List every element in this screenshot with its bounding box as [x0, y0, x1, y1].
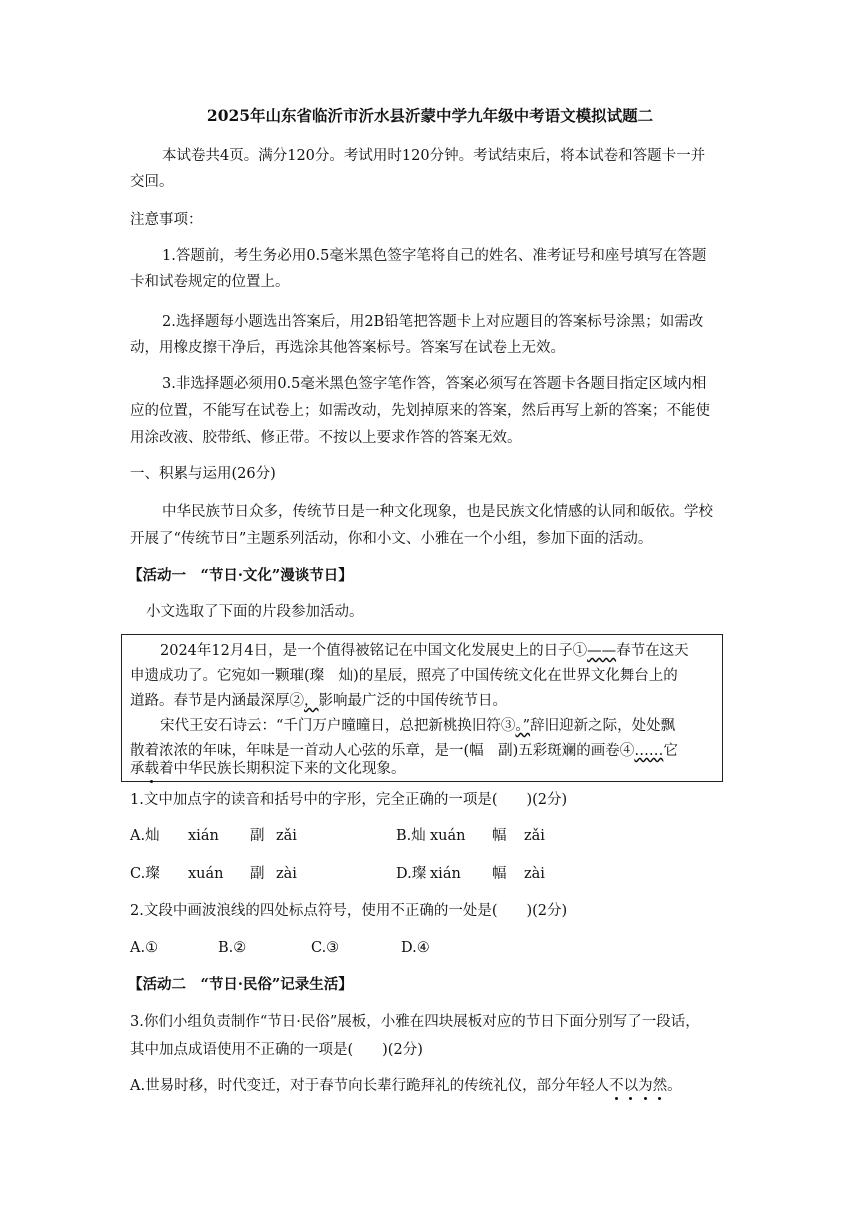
- option-char: 灿: [145, 828, 160, 844]
- passage-text: 影响最广泛的中国传统节日。: [318, 693, 507, 709]
- notice-3-line-3: 用涂改液、胶带纸、修正带。不按以上要求作答的答案无效。: [130, 430, 522, 446]
- option-char: 璨: [411, 866, 427, 882]
- dotted-char: 为: [638, 1078, 653, 1094]
- passage-line-6: [130, 759, 406, 779]
- passage-text: 散着浓浓的年味，年味是一首动人心弦的乐章，是一(幅 副)五彩斑斓的画卷④: [130, 743, 635, 759]
- intro-line-2: 交回。: [130, 174, 174, 190]
- option-char: 璨: [145, 866, 160, 882]
- intro-line-1: 本试卷共4页。满分120分。考试用时120分钟。考试结束后，将本试卷和答题卡一并: [162, 148, 706, 164]
- activity-1-heading: 【活动一 “节日·文化”漫谈节日】: [128, 567, 353, 584]
- page-title: 2025年山东省临沂市沂水县沂蒙中学九年级中考语文模拟试题二: [206, 106, 654, 125]
- passage-text: 道路。春节是内涵最深厚②: [130, 693, 304, 709]
- option-pinyin: zài: [276, 866, 297, 882]
- activity-2-heading: 【活动二 “节日·民俗”记录生活】: [128, 976, 353, 993]
- passage-line-5: [130, 741, 678, 761]
- notice-2-line-1: 2.选择题每小题选出答案后，用2B铅笔把答题卡上对应题目的答案标号涂黑；如需改: [162, 314, 704, 330]
- q1-option-d: [396, 864, 545, 884]
- passage-text: 承: [130, 761, 145, 777]
- option-char: 灿: [411, 828, 426, 844]
- q3-stem-line-2: 其中加点成语使用不正确的一项是( )(2分): [130, 1042, 423, 1058]
- passage-text: 着中华民族长期积淀下来的文化现象。: [159, 761, 406, 777]
- option-pinyin: zǎi: [524, 828, 545, 844]
- notice-2-line-2: 动，用橡皮擦干净后，再选涂其他答案标号。答案写在试卷上无效。: [130, 340, 565, 356]
- wavy-punct-3: 。”: [515, 718, 531, 734]
- q2-stem: 2.文段中画波浪线的四处标点符号，使用不正确的一处是( )(2分): [130, 903, 568, 919]
- dotted-char: 不: [609, 1078, 624, 1094]
- passage-text: 春节在这天: [616, 643, 689, 659]
- option-letter: B.: [396, 828, 412, 844]
- passage-line-3: [130, 691, 507, 711]
- option-pinyin: xuán: [188, 866, 224, 882]
- passage-text: 它: [663, 743, 678, 759]
- notice-3-line-2: 应的位置，不能写在试卷上；如需改动，先划掉原来的答案，然后再写上新的答案；不能使: [130, 403, 710, 419]
- dotted-idiom: [609, 1078, 667, 1094]
- option-word: 副: [250, 828, 265, 844]
- passage-line-2: 申遗成功了。它宛如一颗璀(璨 灿)的星辰，照亮了中国传统文化在世界文化舞台上的: [130, 668, 678, 684]
- section-intro-line-2: 开展了“传统节日”主题系列活动，你和小文、小雅在一个小组，参加下面的活动。: [130, 531, 653, 547]
- option-text: 。: [667, 1078, 682, 1094]
- wavy-punct-2: ，: [304, 693, 319, 709]
- q3-option-a: [130, 1076, 682, 1096]
- option-letter: C.: [130, 866, 146, 882]
- option-pinyin: zài: [524, 866, 545, 882]
- option-pinyin: xián: [430, 866, 461, 882]
- notice-1-line-1: 1.答题前，考生务必用0.5毫米黑色签字笔将自己的姓名、准考证号和座号填写在答题: [162, 248, 707, 264]
- q2-option-a: A.①: [130, 940, 159, 956]
- activity-1-note: 小文选取了下面的片段参加活动。: [146, 604, 364, 620]
- wavy-punct-1: ——: [587, 643, 617, 659]
- dotted-char: 载: [144, 761, 159, 777]
- q3-stem-line-1: 3.你们小组负责制作“节日·民俗”展板，小雅在四块展板对应的节日下面分别写了一段话，: [130, 1014, 700, 1030]
- q1-stem: 1.文中加点字的读音和括号中的字形，完全正确的一项是( )(2分): [130, 792, 568, 808]
- dotted-char: 然: [652, 1078, 668, 1094]
- notice-3-line-1: 3.非选择题必须用0.5毫米黑色签字笔作答，答案必须写在答题卡各题目指定区域内相: [162, 376, 707, 392]
- q2-option-d: D.④: [401, 940, 430, 956]
- option-text: A.世易时移，时代变迁，对于春节向长辈行跪拜礼的传统礼仪，部分年轻人: [130, 1078, 610, 1094]
- q1-option-b: [396, 826, 545, 846]
- q2-option-c: C.③: [311, 940, 340, 956]
- passage-box: [121, 634, 723, 782]
- q1-option-c: [130, 864, 297, 884]
- option-letter: A.: [130, 828, 146, 844]
- q2-option-b: B.②: [218, 940, 247, 956]
- option-letter: D.: [396, 866, 412, 882]
- section-intro-line-1: 中华民族节日众多，传统节日是一种文化现象，也是民族文化情感的认同和皈依。学校: [162, 504, 713, 520]
- option-pinyin: xuán: [430, 828, 466, 844]
- section-heading: 一、积累与运用(26分): [130, 466, 276, 482]
- dotted-char: 以: [623, 1078, 639, 1094]
- passage-text: 宋代王安石诗云：“千门万户曈曈日，总把新桃换旧符③: [160, 718, 516, 734]
- wavy-punct-4: ……: [634, 743, 664, 759]
- option-pinyin: xián: [188, 828, 219, 844]
- passage-line-4: [160, 716, 675, 736]
- passage-text: 辞旧迎新之际，处处飘: [530, 718, 676, 734]
- notice-heading: 注意事项：: [130, 212, 203, 228]
- option-pinyin: zǎi: [276, 828, 297, 844]
- option-word: 幅: [492, 828, 507, 844]
- option-word: 副: [250, 866, 265, 882]
- q1-option-a: [130, 826, 297, 846]
- passage-line-1: [160, 641, 689, 661]
- passage-text: 2024年12月4日，是一个值得被铭记在中国文化发展史上的日子①: [160, 643, 588, 659]
- option-word: 幅: [492, 866, 507, 882]
- notice-1-line-2: 卡和试卷规定的位置上。: [130, 274, 290, 290]
